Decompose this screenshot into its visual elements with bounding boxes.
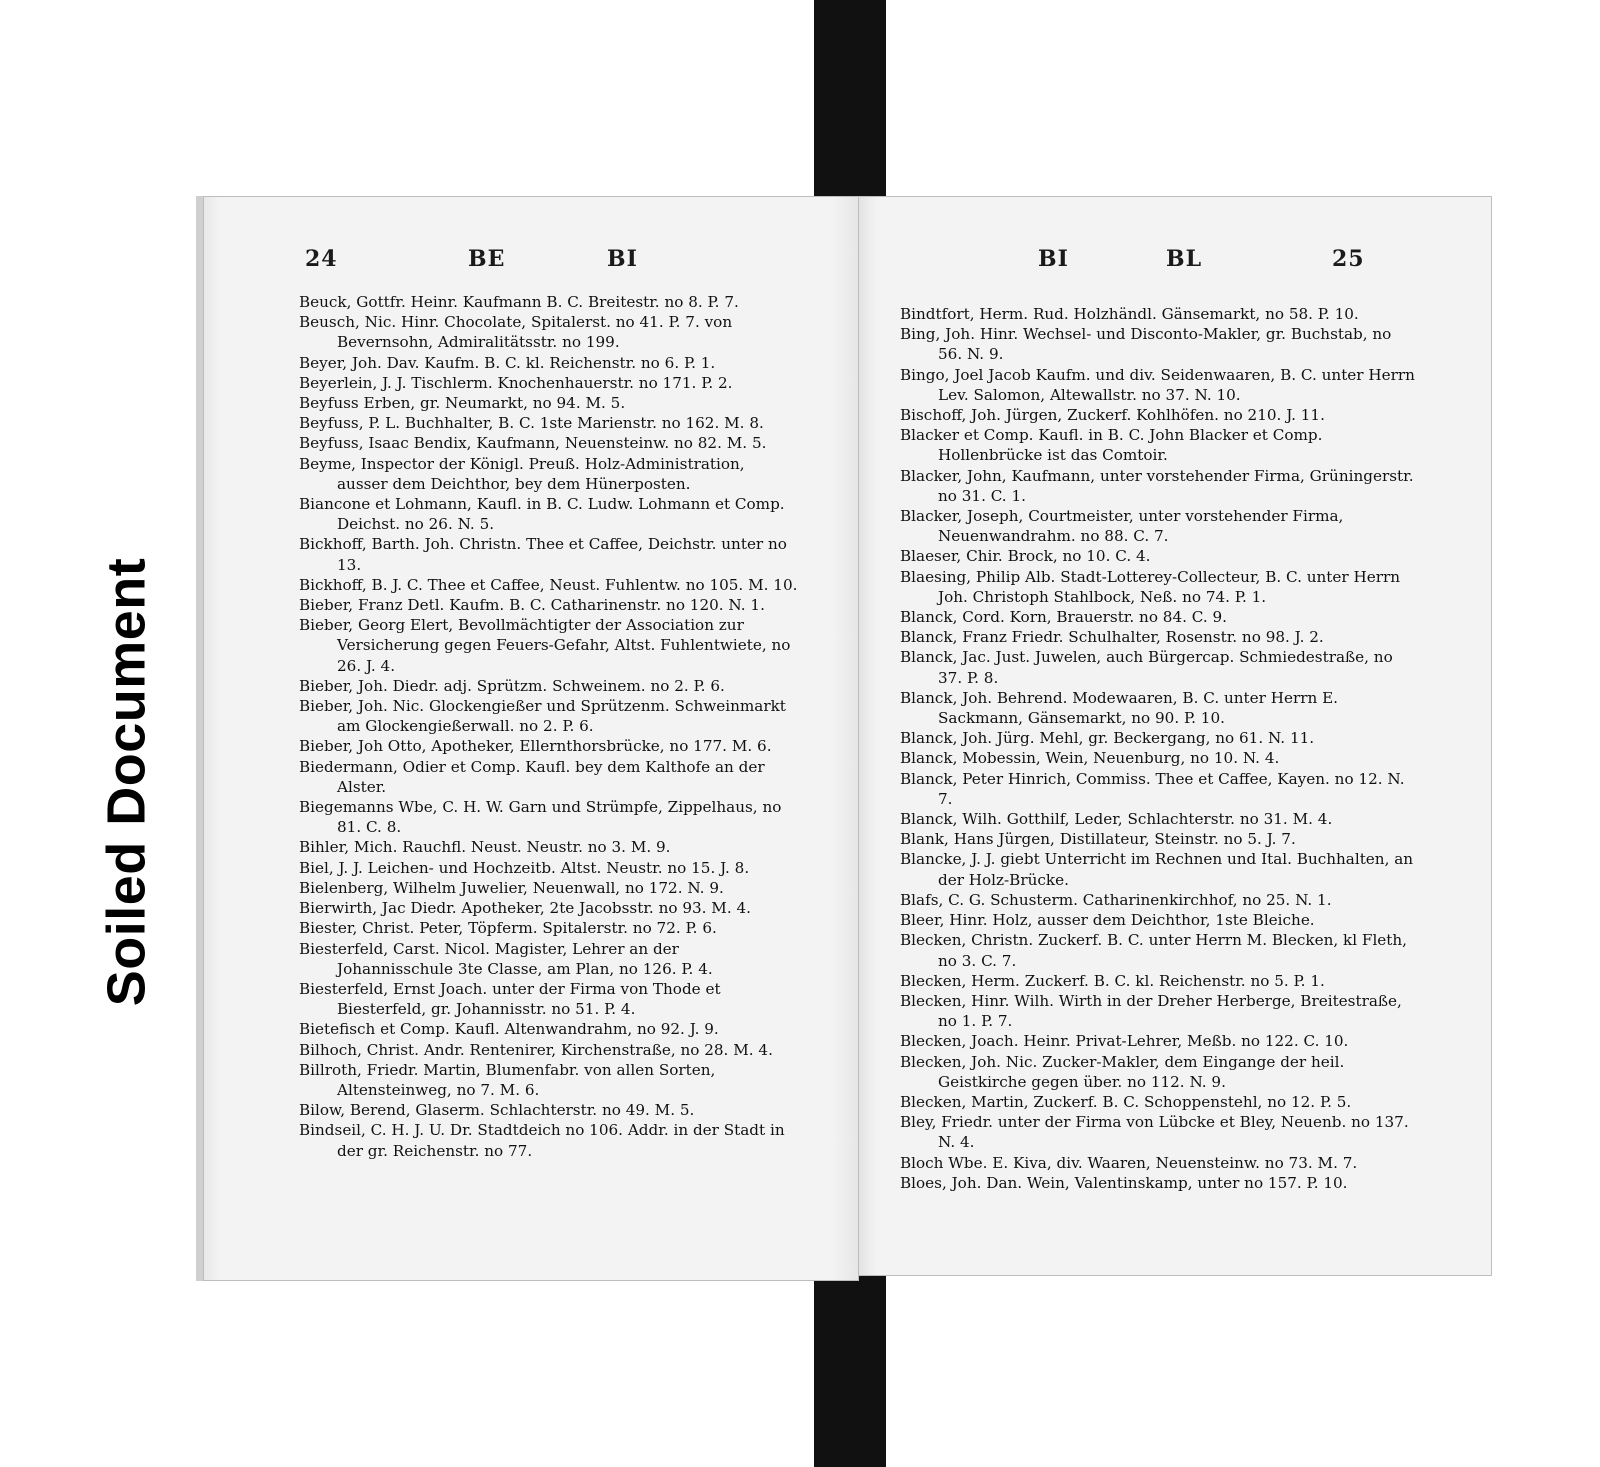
directory-entry: Beyfuss, Isaac Bendix, Kaufmann, Neuensteinw. no 82. M. 5. xyxy=(299,434,767,453)
running-head-right-second: BL xyxy=(1166,246,1203,272)
directory-entry: Bierwirth, Jac Diedr. Apotheker, 2te Jacobsstr. no 93. M. 4. xyxy=(299,899,751,918)
directory-entry: Bieber, Georg Elert, Bevollmächtigter der Association zur Versicherung gegen Feuers-Gefahr, Altst. Fuhlentwiete, no 26. J. 4. xyxy=(299,616,791,675)
directory-entry: Biel, J. J. Leichen- und Hochzeitb. Altst. Neustr. no 15. J. 8. xyxy=(299,858,750,877)
directory-entry: Blafs, C. G. Schusterm. Catharinenkirchhof, no 25. N. 1. xyxy=(900,890,1332,909)
left-page xyxy=(196,196,859,1281)
directory-entry: Biester, Christ. Peter, Töpferm. Spitalerstr. no 72. P. 6. xyxy=(299,919,717,938)
directory-entry: Beyme, Inspector der Königl. Preuß. Holz-Administration, ausser dem Deichthor, bey dem Hünerposten. xyxy=(299,454,745,493)
directory-entry: Blanck, Cord. Korn, Brauerstr. no 84. C. 9. xyxy=(900,608,1228,627)
directory-entry: Blecken, Joh. Nic. Zucker-Makler, dem Eingange der heil. Geistkirche gegen über. no 112. N. 9. xyxy=(900,1052,1345,1091)
directory-entry: Bley, Friedr. unter der Firma von Lübcke et Bley, Neuenb. no 137. N. 4. xyxy=(900,1113,1409,1152)
directory-entry: Blaesing, Philip Alb. Stadt-Lotterey-Collecteur, B. C. unter Herrn Joh. Christoph Stahlbock, Neß. no 74. P. 1. xyxy=(900,567,1401,606)
directory-entry: Beyer, Joh. Dav. Kaufm. B. C. kl. Reichenstr. no 6. P. 1. xyxy=(299,353,716,372)
directory-entry: Blanck, Joh. Behrend. Modewaaren, B. C. unter Herrn E. Sackmann, Gänsemarkt, no 90. P. 10. xyxy=(900,688,1338,728)
directory-entry: Bieber, Joh Otto, Apotheker, Ellernthorsbrücke, no 177. M. 6. xyxy=(299,737,772,756)
directory-entry: Beusch, Nic. Hinr. Chocolate, Spitalerst. no 41. P. 7. von Bevernsohn, Admiralitätsstr. no 199. xyxy=(299,313,733,352)
directory-entry: Biegemanns Wbe, C. H. W. Garn und Strümpfe, Zippelhaus, no 81. C. 8. xyxy=(299,798,782,837)
directory-entry: Blacker et Comp. Kaufl. in B. C. John Blacker et Comp. Hollenbrücke ist das Comtoir. xyxy=(900,426,1323,465)
directory-entry: Bindseil, C. H. J. U. Dr. Stadtdeich no 106. Addr. in der Stadt in der gr. Reichenstr. no 77. xyxy=(299,1121,785,1160)
directory-entry: Bischoff, Joh. Jürgen, Zuckerf. Kohlhöfen. no 210. J. 11. xyxy=(900,406,1325,425)
directory-entry: Beuck, Gottfr. Heinr. Kaufmann B. C. Breitestr. no 8. P. 7. xyxy=(299,293,739,311)
directory-entry: Bieber, Joh. Diedr. adj. Sprützm. Schweinem. no 2. P. 6. xyxy=(299,676,725,695)
directory-entry: Blecken, Joach. Heinr. Privat-Lehrer, Meßb. no 122. C. 10. xyxy=(900,1032,1349,1051)
page-number-left: 24 xyxy=(305,246,338,272)
directory-entry: Bing, Joh. Hinr. Wechsel- und Disconto-Makler, gr. Buchstab, no 56. N. 9. xyxy=(900,325,1392,364)
directory-entry: Bloch Wbe. E. Kiva, div. Waaren, Neuensteinw. no 73. M. 7. xyxy=(900,1153,1358,1172)
soiled-document-stamp xyxy=(78,520,174,1044)
directory-entry: Bilhoch, Christ. Andr. Rentenirer, Kirchenstraße, no 28. M. 4. xyxy=(299,1040,773,1059)
directory-entry: Blacker, John, Kaufmann, unter vorstehender Firma, Grüningerstr. no 31. C. 1. xyxy=(900,466,1414,505)
directory-entry: Blaeser, Chir. Brock, no 10. C. 4. xyxy=(900,547,1151,566)
directory-entry: Beyerlein, J. J. Tischlerm. Knochenhauerstr. no 171. P. 2. xyxy=(299,373,733,392)
directory-entry: Bindtfort, Herm. Rud. Holzhändl. Gänsemarkt, no 58. P. 10. xyxy=(900,305,1359,323)
directory-entry: Blecken, Martin, Zuckerf. B. C. Schoppenstehl, no 12. P. 5. xyxy=(900,1092,1352,1111)
directory-entry: Bickhoff, B. J. C. Thee et Caffee, Neust. Fuhlentw. no 105. M. 10. xyxy=(299,575,798,594)
directory-entry: Beyfuss, P. L. Buchhalter, B. C. 1ste Marienstr. no 162. M. 8. xyxy=(299,414,764,433)
directory-entry: Billroth, Friedr. Martin, Blumenfabr. von allen Sorten, Altensteinweg, no 7. M. 6. xyxy=(299,1060,716,1099)
directory-entry: Blanck, Joh. Jürg. Mehl, gr. Beckergang, no 61. N. 11. xyxy=(900,729,1315,748)
directory-entry: Bingo, Joel Jacob Kaufm. und div. Seidenwaaren, B. C. unter Herrn Lev. Salomon, Altewallstr. no 37. N. 10. xyxy=(900,365,1415,404)
directory-entry: Blank, Hans Jürgen, Distillateur, Steinstr. no 5. J. 7. xyxy=(900,830,1296,849)
running-head-left-first: BE xyxy=(468,246,506,272)
directory-entry: Bielenberg, Wilhelm Juwelier, Neuenwall, no 172. N. 9. xyxy=(299,878,724,897)
directory-entry: Blanck, Peter Hinrich, Commiss. Thee et Caffee, Kayen. no 12. N. 7. xyxy=(900,769,1405,808)
directory-entry: Blancke, J. J. giebt Unterricht im Rechnen und Ital. Buchhalten, an der Holz-Brücke. xyxy=(900,850,1414,889)
directory-entry: Bloes, Joh. Dan. Wein, Valentinskamp, unter no 157. P. 10. xyxy=(900,1173,1348,1192)
directory-entry: Blecken, Hinr. Wilh. Wirth in der Dreher Herberge, Breitestraße, no 1. P. 7. xyxy=(900,991,1402,1031)
directory-entry: Blacker, Joseph, Courtmeister, unter vorstehender Firma, Neuenwandrahm. no 88. C. 7. xyxy=(900,507,1344,546)
directory-entries-left xyxy=(299,292,799,1161)
stamp-label: Soiled Document xyxy=(96,557,157,1007)
binding-strip-bottom xyxy=(814,1270,886,1467)
directory-entry: Blecken, Herm. Zuckerf. B. C. kl. Reichenstr. no 5. P. 1. xyxy=(900,971,1325,990)
directory-entry: Blanck, Mobessin, Wein, Neuenburg, no 10. N. 4. xyxy=(900,749,1280,768)
directory-entry: Biancone et Lohmann, Kaufl. in B. C. Ludw. Lohmann et Comp. Deichst. no 26. N. 5. xyxy=(299,495,785,534)
directory-entry: Beyfuss Erben, gr. Neumarkt, no 94. M. 5. xyxy=(299,394,626,413)
directory-entry: Biesterfeld, Ernst Joach. unter der Firma von Thode et Biesterfeld, gr. Johannisstr. no 51. P. 4. xyxy=(299,979,721,1019)
page-number-right: 25 xyxy=(1332,246,1365,272)
directory-entry: Biesterfeld, Carst. Nicol. Magister, Lehrer an der Johannisschule 3te Classe, am Plan, no 126. P. 4. xyxy=(299,939,713,978)
directory-entry: Blanck, Franz Friedr. Schulhalter, Rosenstr. no 98. J. 2. xyxy=(900,628,1324,647)
directory-entries-right xyxy=(900,304,1420,1193)
directory-entry: Bickhoff, Barth. Joh. Christn. Thee et Caffee, Deichstr. unter no 13. xyxy=(299,535,787,574)
directory-entry: Blecken, Christn. Zuckerf. B. C. unter Herrn M. Blecken, kl Fleth, no 3. C. 7. xyxy=(900,931,1408,970)
directory-entry: Biedermann, Odier et Comp. Kaufl. bey dem Kalthofe an der Alster. xyxy=(299,757,765,796)
directory-entry: Bieber, Franz Detl. Kaufm. B. C. Catharinenstr. no 120. N. 1. xyxy=(299,596,765,615)
directory-entry: Blanck, Jac. Just. Juwelen, auch Bürgercap. Schmiedestraße, no 37. P. 8. xyxy=(900,648,1393,687)
binding-strip-top xyxy=(814,0,886,198)
directory-entry: Blanck, Wilh. Gotthilf, Leder, Schlachterstr. no 31. M. 4. xyxy=(900,810,1333,829)
right-page xyxy=(858,196,1492,1276)
directory-entry: Bietefisch et Comp. Kaufl. Altenwandrahm, no 92. J. 9. xyxy=(299,1020,719,1039)
directory-entry: Bieber, Joh. Nic. Glockengießer und Sprützenm. Schweinmarkt am Glockengießerwall. no 2. P. 6. xyxy=(299,697,786,736)
running-head-left-second: BI xyxy=(607,246,638,272)
directory-entry: Bilow, Berend, Glaserm. Schlachterstr. no 49. M. 5. xyxy=(299,1101,695,1120)
directory-entry: Bleer, Hinr. Holz, ausser dem Deichthor, 1ste Bleiche. xyxy=(900,911,1315,930)
directory-entry: Bihler, Mich. Rauchfl. Neust. Neustr. no 3. M. 9. xyxy=(299,838,671,857)
running-head-right-first: BI xyxy=(1038,246,1069,272)
